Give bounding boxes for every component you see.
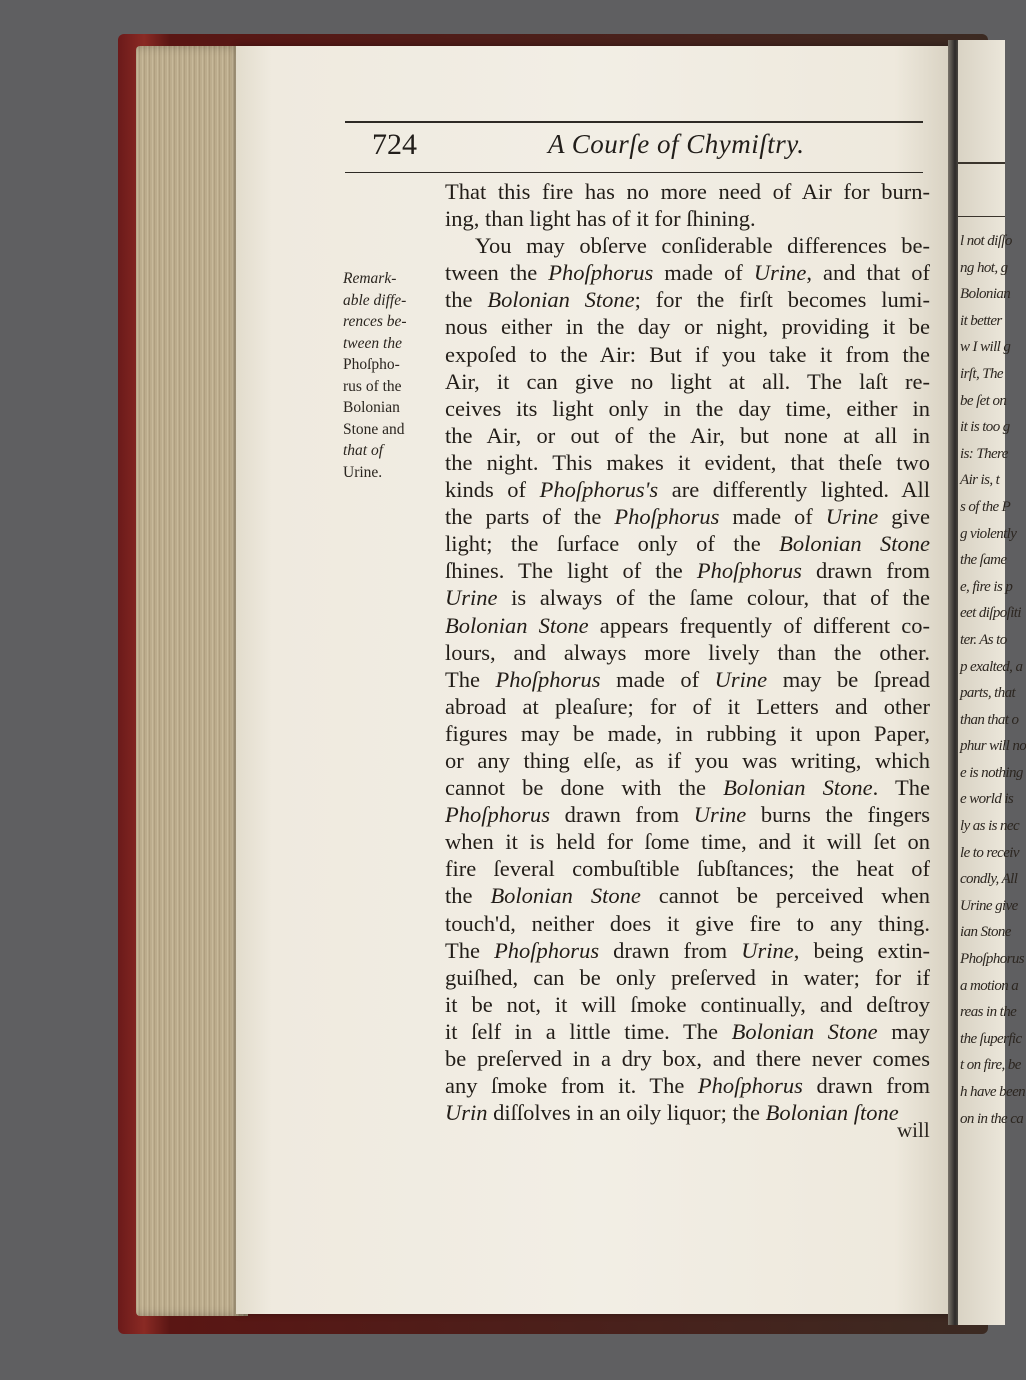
facing-page-fragment: w I will g: [960, 339, 1011, 356]
marginal-note-line: able diffe-: [343, 291, 407, 309]
facing-page-fragment: ng hot, g: [960, 259, 1008, 276]
body-text-line: the Bolonian Stone cannot be perceived when: [445, 883, 930, 909]
body-text-line: Air, it can give no light at all. The laſt re-: [445, 368, 930, 394]
facing-page-fragment: on in the ca: [960, 1110, 1024, 1127]
facing-page-fragment: ly as is nec: [960, 818, 1020, 835]
body-text-line: That this fire has no more need of Air for burn-: [445, 179, 930, 204]
facing-page-fragment: e world is: [960, 791, 1014, 808]
body-text-line: lours, and always more lively than the other.: [445, 639, 930, 665]
facing-page-text: [958, 228, 1026, 1132]
body-text-line: Bolonian Stone appears frequently of different co-: [445, 612, 930, 638]
facing-page-fragment: the ſame: [960, 552, 1007, 569]
facing-page-fragment: phur will no: [960, 738, 1026, 755]
body-text-line: ing, than light has of it for ſhining.: [445, 206, 756, 232]
facing-head-rule-bottom: [958, 216, 1005, 217]
facing-page-fragment: h have been: [960, 1084, 1026, 1100]
body-text-line: Phoſphorus drawn from Urine burns the fingers: [445, 802, 931, 828]
facing-page-fragment: a motion a: [960, 977, 1019, 994]
marginal-note-line: rus of the: [343, 377, 402, 395]
body-text-line: the Bolonian Stone; for the firſt becomes lumi-: [445, 287, 930, 313]
running-title: A Courſe of Chymiſtry.: [548, 129, 805, 159]
facing-page-fragment: eet diſpoſiti: [960, 605, 1021, 622]
facing-page-fragment: ter. As to: [960, 631, 1007, 648]
body-text-line: ceives its light only in the day time, either in: [445, 395, 930, 421]
facing-page-fragment: Bolonian: [960, 286, 1011, 303]
facing-page-fragment: the ſuperfic: [960, 1030, 1022, 1047]
body-text-line: it ſelf in a little time. The Bolonian Stone may: [445, 1018, 931, 1044]
body-text-line: kinds of Phoſphorus's are differently lighted. All: [445, 477, 930, 503]
facing-page-fragment: t on fire, be: [960, 1057, 1021, 1074]
body-text-line: when it is held for ſome time, and it will ſet on: [445, 829, 930, 855]
marginal-note: [343, 268, 435, 483]
marginal-note-line: that of: [343, 442, 384, 459]
catchword: will: [897, 1118, 930, 1142]
marginal-note-line: Urine.: [343, 463, 383, 481]
body-text-line: or any thing elſe, as if you was writing, which: [445, 747, 930, 773]
facing-page-fragment: irſt, The: [960, 365, 1003, 382]
facing-page-fragment: Urine give: [960, 897, 1018, 914]
facing-page-fragment: parts, that: [960, 685, 1016, 702]
body-text-line: abroad at pleaſure; for of it Letters and other: [445, 693, 930, 719]
body-text-line: The Phoſphorus drawn from Urine, being extin-: [445, 937, 931, 963]
body-text-line: guiſhed, can be only preſerved in water; for if: [445, 964, 930, 990]
marginal-note-line: tween the: [343, 334, 402, 352]
marginal-note-line: Bolonian: [343, 399, 400, 416]
facing-page-fragment: is: There: [960, 445, 1008, 462]
body-text-line: fire ſeveral combuſtible ſubſtances; the heat of: [445, 856, 930, 882]
facing-page: [958, 40, 1026, 1325]
facing-page-fragment: Phoſphorus: [960, 951, 1025, 968]
body-text-line: be preſerved in a dry box, and there never comes: [445, 1046, 930, 1071]
marginal-note-line: rences be-: [343, 313, 407, 330]
body-text: [445, 178, 930, 1126]
body-text-line: The Phoſphorus made of Urine may be ſpread: [445, 666, 930, 692]
facing-page-fragment: l not diſſo: [960, 233, 1012, 249]
body-text-line: the parts of the Phoſphorus made of Urine give: [445, 504, 930, 530]
facing-page-fragment: Air is, t: [960, 472, 1000, 489]
facing-page-fragment: s of the P: [960, 498, 1011, 515]
body-text-line: You may obſerve conſiderable differences be-: [475, 233, 930, 259]
header-rule-top: [345, 121, 923, 123]
facing-head-rule: [958, 162, 1005, 164]
facing-page-fragment: e is nothing: [960, 764, 1023, 781]
body-text-line: ſhines. The light of the Phoſphorus drawn from: [445, 558, 930, 584]
marginal-note-line: Phoſpho-: [343, 356, 400, 373]
body-text-line: light; the ſurface only of the Bolonian Stone: [445, 531, 930, 557]
page-edges: [136, 46, 248, 1316]
facing-page-fragment: le to receiv: [960, 844, 1019, 861]
facing-page-fragment: e, fire is p: [960, 578, 1013, 595]
body-text-line: the Air, or out of the Air, but none at all in: [445, 422, 930, 448]
body-text-line: cannot be done with the Bolonian Stone. The: [445, 775, 930, 801]
facing-page-fragment: it is too g: [960, 419, 1010, 436]
body-text-line: Urin diſſolves in an oily liquor; the Bolonian ſtone: [445, 1100, 899, 1126]
facing-page-fragment: reas in the: [960, 1004, 1017, 1021]
body-text-line: touch'd, neither does it give fire to any thing.: [445, 910, 930, 936]
body-text-line: Urine is always of the ſame colour, that of the: [445, 585, 930, 611]
facing-page-fragment: condly, All: [960, 871, 1018, 888]
facing-page-fragment: be ſet on: [960, 392, 1007, 409]
facing-page-fragment: it better: [960, 312, 1002, 329]
facing-page-fragment: g violently: [960, 525, 1017, 542]
body-text-line: any ſmoke from it. The Phoſphorus drawn from: [445, 1073, 931, 1099]
body-text-line: nous either in the day or night, providing it be: [445, 314, 930, 340]
body-text-line: expoſed to the Air: But if you take it from the: [445, 341, 930, 367]
facing-page-fragment: p exalted, a: [960, 658, 1023, 675]
body-text-line: it be not, it will ſmoke continually, and deſtroy: [445, 991, 930, 1017]
header-rule-bottom: [345, 172, 923, 173]
body-text-line: the night. This makes it evident, that theſe two: [445, 449, 930, 475]
page-number: 724: [372, 128, 417, 161]
marginal-note-line: Remark-: [343, 270, 397, 287]
body-text-line: figures may be made, in rubbing it upon Paper,: [445, 720, 930, 746]
marginal-note-line: Stone and: [343, 420, 405, 438]
body-text-line: tween the Phoſphorus made of Urine, and that of: [445, 260, 930, 286]
facing-page-fragment: ian Stone: [960, 924, 1011, 941]
facing-page-fragment: than that o: [960, 711, 1019, 728]
